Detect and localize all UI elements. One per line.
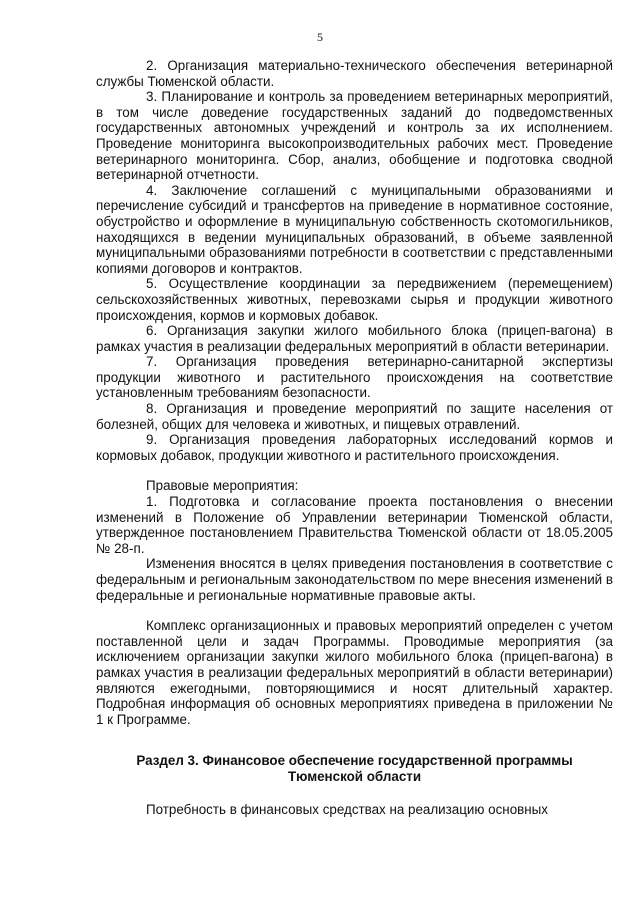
list-item: 7. Организация проведения ветеринарно-санитарной экспертизы продукции животного и растительного происхождения на соответствие установленным требованиям безопасности. xyxy=(96,354,613,401)
list-item: 9. Организация проведения лабораторных исследований кормов и кормовых добавок, продукции животного и растительного происхождения. xyxy=(96,432,613,463)
page-content xyxy=(96,58,613,818)
summary-paragraph: Комплекс организационных и правовых мероприятий определен с учетом поставленной цели и задач Программы. Проводимые мероприятия (за исключением организации закупки жилого мобильного блока (прицеп-вагона) в рамках участия в реализации федеральных мероприятий в области ветеринарии) являются ежегодными, повторяющимися и носят длительный характер. Подробная информация об основных мероприятиях приведена в приложении № 1 к Программе. xyxy=(96,618,613,727)
list-item: 3. Планирование и контроль за проведением ветеринарных мероприятий, в том числе доведение государственных заданий до подведомственных государственных автономных учреждений и контроль за их исполнением. Проведение мониторинга высокопроизводительных рабочих мест. Проведение ветеринарного мониторинга. Сбор, анализ, обобщение и подготовка сводной ветеринарной отчетности. xyxy=(96,89,613,183)
legal-measure-item: 1. Подготовка и согласование проекта постановления о внесении изменений в Положение об Управлении ветеринарии Тюменской области, утвержденное постановлением Правительства Тюменской области от 18.05.2005 № 28-п. xyxy=(96,494,613,556)
section-heading xyxy=(96,753,613,785)
section-heading-line: Тюменской области xyxy=(287,769,422,785)
section-heading-line: Раздел 3. Финансовое обеспечение государственной программы xyxy=(136,753,573,769)
page-number: 5 xyxy=(317,30,323,44)
list-item: 8. Организация и проведение мероприятий по защите населения от болезней, общих для человека и животных, и пищевых отравлений. xyxy=(96,401,613,432)
list-item: 6. Организация закупки жилого мобильного блока (прицеп-вагона) в рамках участия в реализации федеральных мероприятий в области ветеринарии. xyxy=(96,323,613,354)
list-item: 5. Осуществление координации за передвижением (перемещением) сельскохозяйственных животных, перевозками сырья и продукции животного происхождения, кормов и кормовых добавок. xyxy=(96,276,613,323)
legal-measure-note: Изменения вносятся в целях приведения постановления в соответствие с федеральным и региональным законодательством по мере внесения изменений в федеральные и региональные нормативные правовые акты. xyxy=(96,556,613,603)
legal-measures-title: Правовые мероприятия: xyxy=(146,478,299,494)
list-item: 2. Организация материально-технического обеспечения ветеринарной службы Тюменской области. xyxy=(96,58,613,89)
list-item: 4. Заключение соглашений с муниципальными образованиями и перечисление субсидий и трансфертов на приведение в нормативное состояние, обустройство и оформление в муниципальную собственность скотомогильников, находящихся в ведении муниципальных образований, в объеме заявленной муниципальными образованиями потребности в соответствии с представленными копиями договоров и контрактов. xyxy=(96,182,613,276)
body-paragraph: Потребность в финансовых средствах на реализацию основных xyxy=(146,802,548,818)
